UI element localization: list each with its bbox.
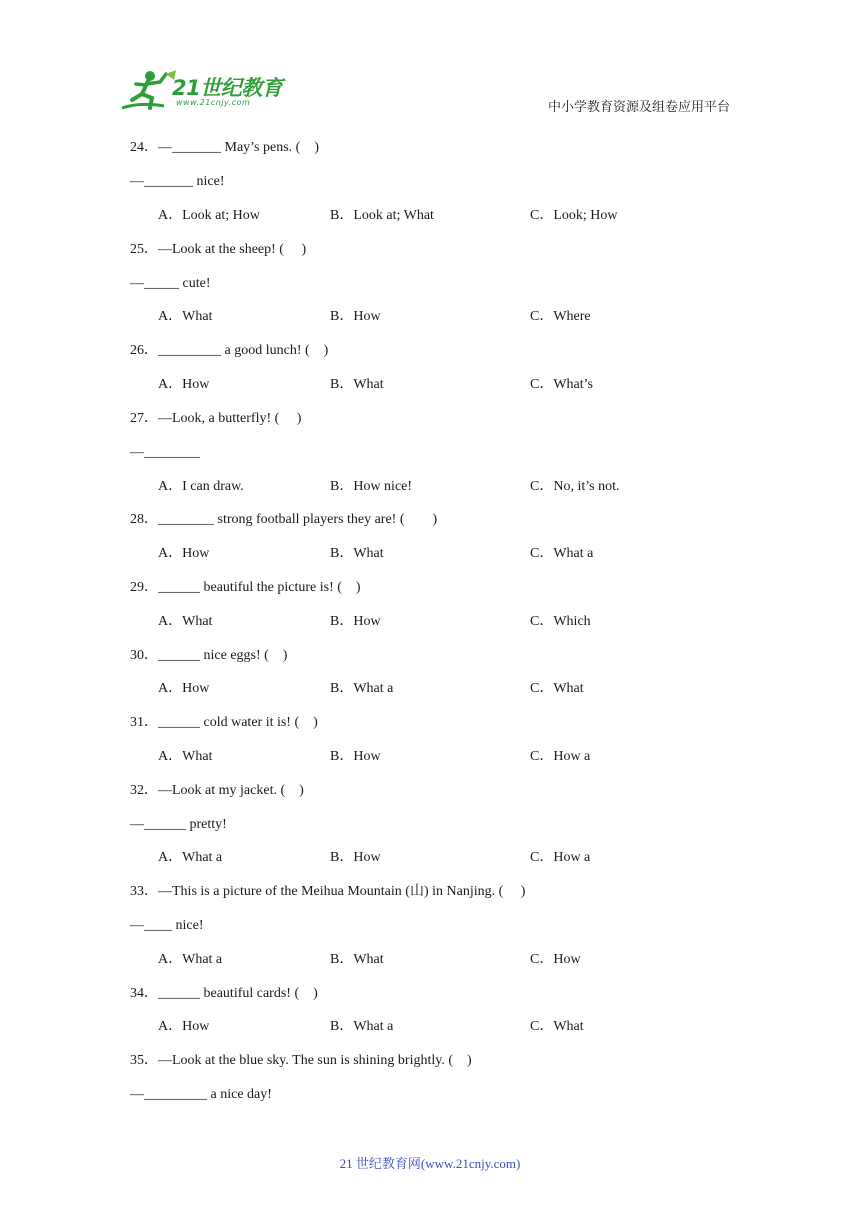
question-28: 28．________ strong football players they are! ( ) xyxy=(130,512,438,527)
option-c: C．What’s xyxy=(530,377,593,392)
option-c: C．No, it’s not. xyxy=(530,479,620,494)
option-a: A．Look at; How xyxy=(158,208,260,223)
option-c: C．What xyxy=(530,681,584,696)
runner-logo-icon xyxy=(120,66,180,114)
option-a: A．What xyxy=(158,614,213,629)
question-31: 31．______ cold water it is! ( ) xyxy=(130,715,318,730)
option-a: A．How xyxy=(158,681,210,696)
question-29: 29．______ beautiful the picture is! ( ) xyxy=(130,580,361,595)
option-b: B．How xyxy=(330,614,381,629)
question-30: 30．______ nice eggs! ( ) xyxy=(130,648,288,663)
option-b: B．What xyxy=(330,377,384,392)
header-tagline: 中小学教育资源及组卷应用平台 xyxy=(547,99,730,114)
option-b: B．How xyxy=(330,309,381,324)
footer-link[interactable]: 21 世纪教育网(www.21cnjy.com) xyxy=(339,1156,521,1171)
option-a: A．What a xyxy=(158,850,223,865)
logo xyxy=(120,66,290,114)
option-b: B．Look at; What xyxy=(330,208,434,223)
question-27: 27．—Look, a butterfly! ( ) xyxy=(130,411,302,426)
option-a: A．What xyxy=(158,309,213,324)
option-a: A．How xyxy=(158,1019,210,1034)
question-34: 34．______ beautiful cards! ( ) xyxy=(130,986,318,1001)
page-header xyxy=(0,0,860,120)
option-c: C．Which xyxy=(530,614,591,629)
question-32: 32．—Look at my jacket. ( ) xyxy=(130,783,304,798)
option-b: B．How xyxy=(330,749,381,764)
logo-text: 21世纪教育 xyxy=(172,76,283,100)
option-a: A．I can draw. xyxy=(158,479,244,494)
option-b: B．What a xyxy=(330,1019,394,1034)
answer-line: —________ xyxy=(130,445,200,460)
option-b: B．What xyxy=(330,952,384,967)
option-a: A．How xyxy=(158,546,210,561)
option-c: C．Where xyxy=(530,309,591,324)
option-b: B．What xyxy=(330,546,384,561)
option-c: C．How a xyxy=(530,850,591,865)
question-33: 33．—This is a picture of the Meihua Mountain (山) in Nanjing. ( ) xyxy=(130,884,526,899)
answer-line: —____ nice! xyxy=(130,918,204,933)
answer-line: —_________ a nice day! xyxy=(130,1087,272,1102)
option-a: A．How xyxy=(158,377,210,392)
option-c: C．How a xyxy=(530,749,591,764)
answer-line: —______ pretty! xyxy=(130,817,227,832)
logo-url: www.21cnjy.com xyxy=(176,98,251,107)
answer-line: —_____ cute! xyxy=(130,276,211,291)
option-c: C．Look; How xyxy=(530,208,618,223)
question-35: 35．—Look at the blue sky. The sun is shining brightly. ( ) xyxy=(130,1053,472,1068)
option-c: C．What xyxy=(530,1019,584,1034)
answer-line: —_______ nice! xyxy=(130,174,225,189)
option-c: C．How xyxy=(530,952,581,967)
option-b: B．What a xyxy=(330,681,394,696)
option-a: A．What a xyxy=(158,952,223,967)
question-26: 26．_________ a good lunch! ( ) xyxy=(130,343,329,358)
option-a: A．What xyxy=(158,749,213,764)
question-25: 25．—Look at the sheep! ( ) xyxy=(130,242,307,257)
question-24: 24．—_______ May’s pens. ( ) xyxy=(130,140,319,155)
option-b: B．How xyxy=(330,850,381,865)
option-c: C．What a xyxy=(530,546,594,561)
option-b: B．How nice! xyxy=(330,479,413,494)
